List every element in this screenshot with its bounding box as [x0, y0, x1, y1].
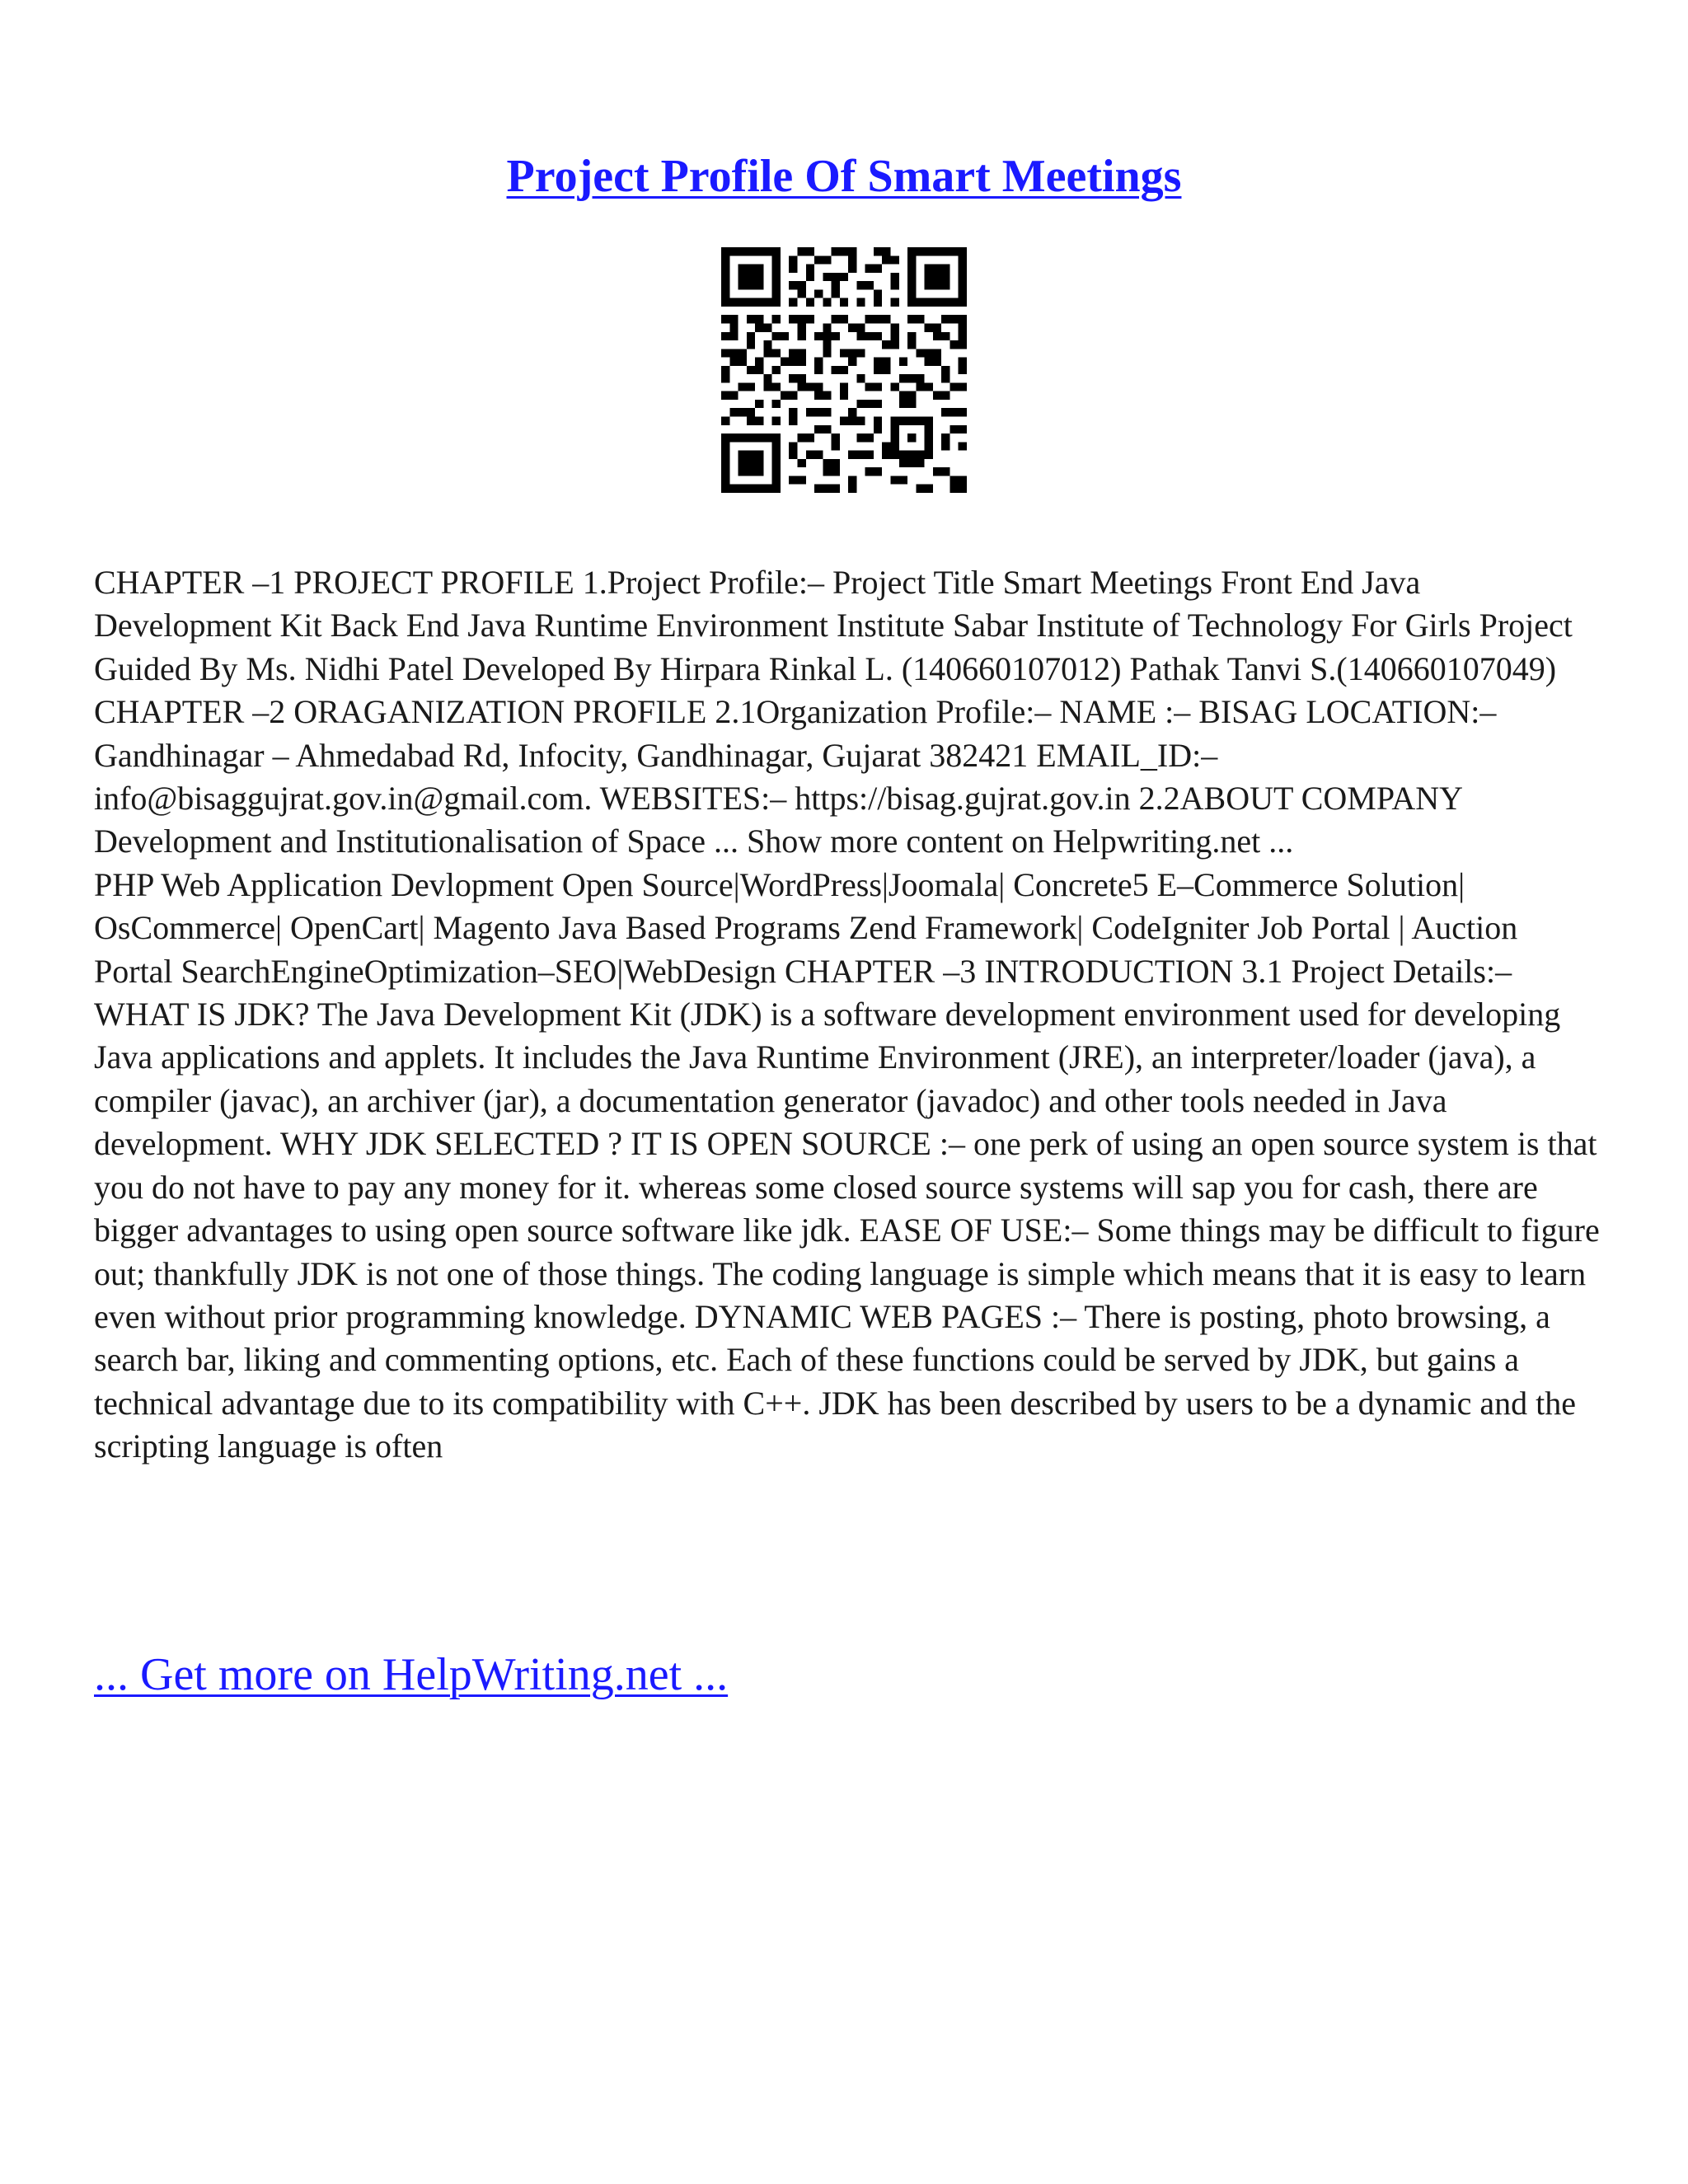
body-paragraph: CHAPTER –1 PROJECT PROFILE 1.Project Profile:– Project Title Smart Meetings Front End Java Development Kit Back End Java Runtime Environment Institute Sabar Institute of Technology For Girls Project Guided By Ms. Nidhi Patel Developed By Hirpara Rinkal L. (140660107012) Pathak Tanvi S.(140660107049) CHAPTER –2 ORAGANIZATION PROFILE 2.1Organization Profile:– NAME :– BISAG LOCATION:– Gandhinagar – Ahmedabad Rd, Infocity, Gandhinagar, Gujarat 382421 EMAIL_ID:– info@bisaggujrat.gov.in@gmail.com. WEBSITES:– https://bisag.gujrat.gov.in 2.2ABOUT COMPANY Development and Institutionalisation of Space ... Show more content on Helpwriting.net ... — [94, 564, 1573, 860]
page-title — [0, 147, 1688, 206]
body-paragraph: PHP Web Application Devlopment Open Source|WordPress|Joomala| Concrete5 E–Commerce Solution| OsCommerce| OpenCart| Magento Java Based Programs Zend Framework| CodeIgniter Job Portal | Auction Portal SearchEngineOptimization–SEO|WebDesign CHAPTER –3 INTRODUCTION 3.1 Project Details:– WHAT IS JDK? The Java Development Kit (JDK) is a software development environment used for developing Java applications and applets. It includes the Java Runtime Environment (JRE), an interpreter/loader (java), a compiler (javac), an archiver (jar), a documentation generator (javadoc) and other tools needed in Java development. WHY JDK SELECTED ? IT IS OPEN SOURCE :– one perk of using an open source system is that you do not have to pay any money for it. whereas some closed source systems will sap you for cash, there are bigger advantages to using open source software like jdk. EASE OF USE:– Some things may be difficult to figure out; thankfully JDK is not one of those things. The coding language is simple which means that it is easy to learn even without prior programming knowledge. DYNAMIC WEB PAGES :– There is posting, photo browsing, a search bar, liking and commenting options, etc. Each of these functions could be served by JDK, but gains a technical advantage due to its compatibility with C++. JDK has been described by users to be a dynamic and the scripting language is often — [94, 865, 1600, 1465]
document-body — [94, 561, 1602, 1469]
title-link[interactable]: Project Profile Of Smart Meetings — [506, 150, 1182, 202]
get-more-link-container — [94, 1647, 728, 1703]
qr-code-icon — [721, 247, 967, 493]
get-more-link[interactable]: ... Get more on HelpWriting.net ... — [94, 1649, 729, 1700]
